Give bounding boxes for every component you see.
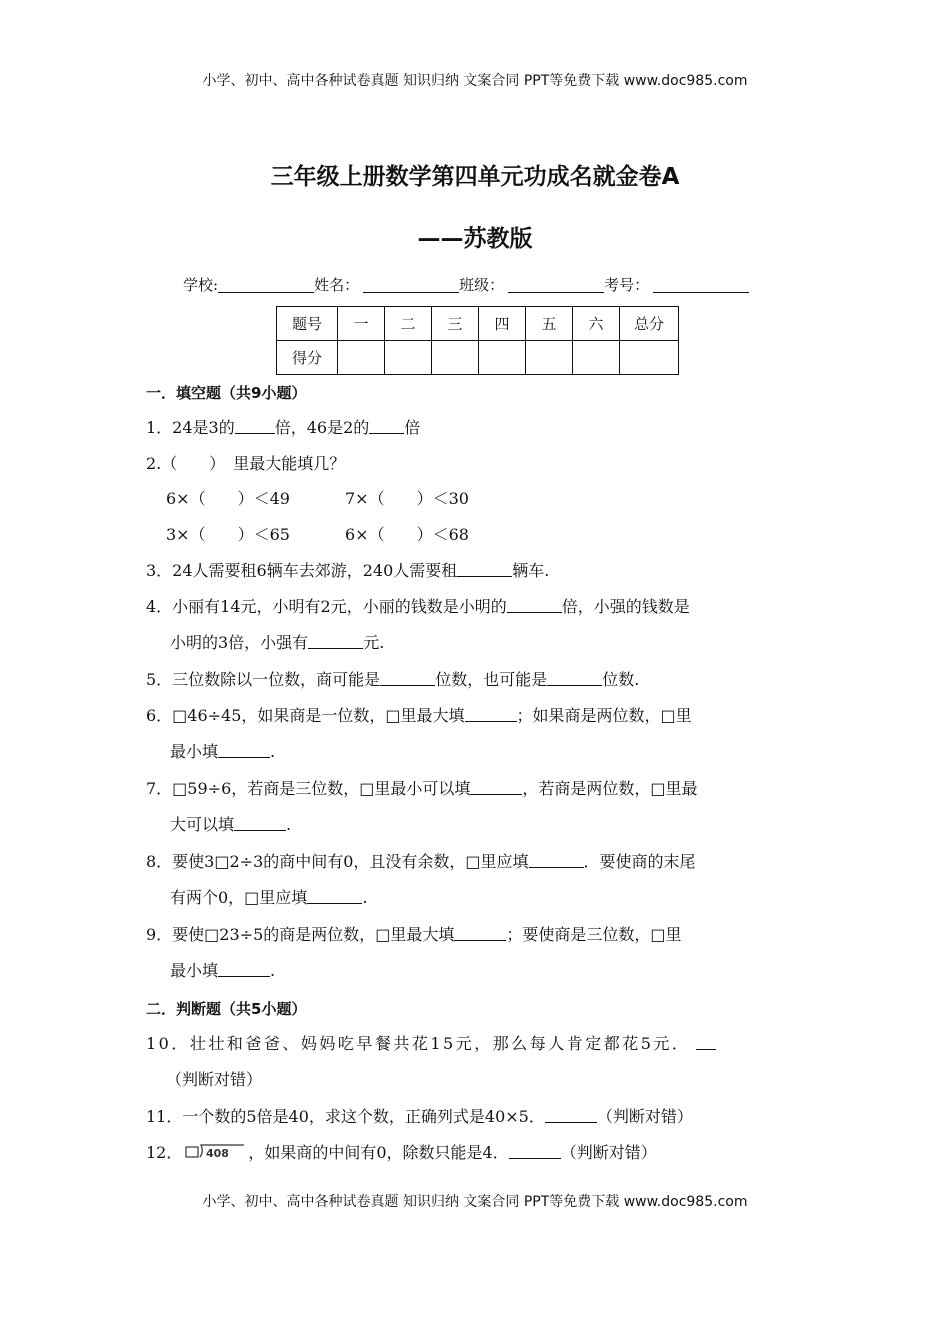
score-row-label: 得分: [277, 341, 338, 375]
q3-blank[interactable]: [457, 561, 512, 577]
question-8-cont: [170, 888, 367, 908]
q5-blank-2[interactable]: [547, 670, 602, 686]
question-4: [146, 597, 690, 617]
score-cell[interactable]: [432, 341, 479, 375]
score-cell[interactable]: [479, 341, 526, 375]
q1-blank-1[interactable]: [235, 418, 275, 434]
q11-text: （判断对错）: [596, 1107, 693, 1126]
question-10-cont: （判断对错）: [166, 1070, 263, 1089]
q5-text: 位数，也可能是: [435, 670, 548, 689]
question-2-title: 2.（ ） 里最大能填几？: [146, 454, 346, 473]
q8-text: ．要使商的末尾: [583, 852, 696, 871]
score-header-cell: 二: [385, 307, 432, 341]
exam-subtitle: ——苏教版: [417, 226, 533, 252]
question-7-cont: [170, 815, 291, 835]
q8-text: .: [362, 888, 368, 907]
class-label: 班级：: [459, 276, 505, 294]
question-1: [146, 418, 420, 438]
q4-text: 元.: [363, 633, 385, 652]
q9-text: 最小填: [170, 961, 219, 980]
score-header-cell: 题号: [277, 307, 338, 341]
student-info-line: [183, 274, 749, 295]
q9-blank-1[interactable]: [454, 925, 506, 941]
q10-blank[interactable]: [696, 1034, 716, 1050]
q2-item-b: 7×（ ）＜30: [345, 489, 469, 508]
section-fill-blank-heading: 一．填空题（共9小题）: [146, 384, 307, 402]
q12-text: （判断对错）: [560, 1143, 657, 1162]
page-header: 小学、初中、高中各种试卷真题 知识归纳 文案合同 PPT等免费下载 www.doc985.com: [202, 73, 748, 89]
score-header-cell: 五: [526, 307, 573, 341]
score-header-cell: 总分: [620, 307, 679, 341]
question-10: [146, 1034, 716, 1054]
q8-text: 8．要使3□2÷3的商中间有0，且没有余数，□里应填: [146, 852, 529, 871]
question-3: [146, 561, 549, 581]
q11-blank[interactable]: [545, 1107, 597, 1123]
q4-text: 小明的3倍，小强有: [170, 633, 309, 652]
q4-blank-1[interactable]: [507, 597, 562, 613]
score-cell[interactable]: [338, 341, 385, 375]
name-blank[interactable]: [363, 276, 459, 293]
class-blank[interactable]: [508, 276, 604, 293]
question-5: [146, 670, 639, 690]
division-figure-dividend: 408: [206, 1147, 230, 1160]
q6-text: ；如果商是两位数，□里: [516, 706, 692, 725]
question-6-cont: [170, 742, 275, 762]
q2-item-c: 3×（ ）＜65: [166, 525, 290, 544]
q4-text: 倍，小强的钱数是: [561, 597, 690, 616]
q9-text: ；要使商是三位数，□里: [506, 925, 682, 944]
question-4-cont: [170, 633, 384, 653]
score-table: [276, 306, 679, 375]
page-footer: 小学、初中、高中各种试卷真题 知识归纳 文案合同 PPT等免费下载 www.doc985.com: [202, 1194, 748, 1210]
score-table-header-row: [277, 307, 679, 341]
q2-item-d: 6×（ ）＜68: [345, 525, 469, 544]
q3-text: 辆车.: [512, 561, 550, 580]
score-header-cell: 四: [479, 307, 526, 341]
q6-blank-2[interactable]: [218, 742, 270, 758]
question-8: [146, 852, 696, 872]
school-label: 学校:: [183, 276, 219, 294]
q4-blank-2[interactable]: [308, 633, 363, 649]
question-12: [146, 1143, 657, 1163]
q7-text: 7．□59÷6，若商是三位数，□里最小可以填: [146, 779, 471, 798]
q6-text: 最小填: [170, 742, 219, 761]
q6-blank-1[interactable]: [465, 706, 517, 722]
q6-text: 6．□46÷45，如果商是一位数，□里最大填: [146, 706, 465, 725]
section-judgement-heading: 二．判断题（共5小题）: [146, 1000, 307, 1018]
name-label: 姓名：: [314, 276, 360, 294]
exam-title: 三年级上册数学第四单元功成名就金卷A: [270, 164, 680, 190]
q1-text: 倍，46是2的: [274, 418, 370, 437]
q2-item-a: 6×（ ）＜49: [166, 489, 290, 508]
q9-text: 9．要使□23÷5的商是两位数，□里最大填: [146, 925, 455, 944]
division-figure-image: [184, 1143, 246, 1161]
question-9-cont: [170, 961, 275, 981]
q12-blank[interactable]: [509, 1143, 561, 1159]
question-9: [146, 925, 682, 945]
score-cell[interactable]: [620, 341, 679, 375]
question-7: [146, 779, 698, 799]
q12-text: ，如果商的中间有0，除数只能是4．: [248, 1143, 509, 1162]
q7-blank-2[interactable]: [234, 815, 286, 831]
q1-text: 倍: [404, 418, 421, 437]
q5-text: 位数.: [602, 670, 640, 689]
q10-text: 10．壮壮和爸爸、妈妈吃早餐共花15元，那么每人肯定都花5元．: [146, 1034, 691, 1053]
question-6: [146, 706, 692, 726]
q9-blank-2[interactable]: [218, 961, 270, 977]
q8-blank-1[interactable]: [529, 852, 584, 868]
score-table-score-row: [277, 341, 679, 375]
q5-text: 5．三位数除以一位数，商可能是: [146, 670, 381, 689]
q7-text: 大可以填: [170, 815, 235, 834]
score-cell[interactable]: [573, 341, 620, 375]
school-blank[interactable]: [218, 276, 314, 293]
q1-text: 1．24是3的: [146, 418, 235, 437]
q9-text: .: [270, 961, 276, 980]
score-header-cell: 六: [573, 307, 620, 341]
score-cell[interactable]: [526, 341, 573, 375]
score-header-cell: 一: [338, 307, 385, 341]
exam-no-blank[interactable]: [653, 276, 749, 293]
exam-no-label: 考号：: [604, 276, 650, 294]
question-11: [146, 1107, 693, 1127]
q3-text: 3．24人需要租6辆车去郊游，240人需要租: [146, 561, 458, 580]
score-cell[interactable]: [385, 341, 432, 375]
q7-blank-1[interactable]: [470, 779, 522, 795]
q7-text: ，若商是两位数，□里最: [522, 779, 698, 798]
q4-text: 4．小丽有14元，小明有2元，小丽的钱数是小明的: [146, 597, 507, 616]
q1-blank-2[interactable]: [369, 418, 404, 434]
q7-text: .: [286, 815, 292, 834]
q11-text: 11．一个数的5倍是40，求这个数，正确列式是40×5．: [146, 1107, 545, 1126]
q8-text: 有两个0，□里应填: [170, 888, 308, 907]
q5-blank-1[interactable]: [380, 670, 435, 686]
q12-number: 12．: [146, 1143, 183, 1162]
score-header-cell: 三: [432, 307, 479, 341]
q6-text: .: [270, 742, 276, 761]
q8-blank-2[interactable]: [307, 888, 362, 904]
